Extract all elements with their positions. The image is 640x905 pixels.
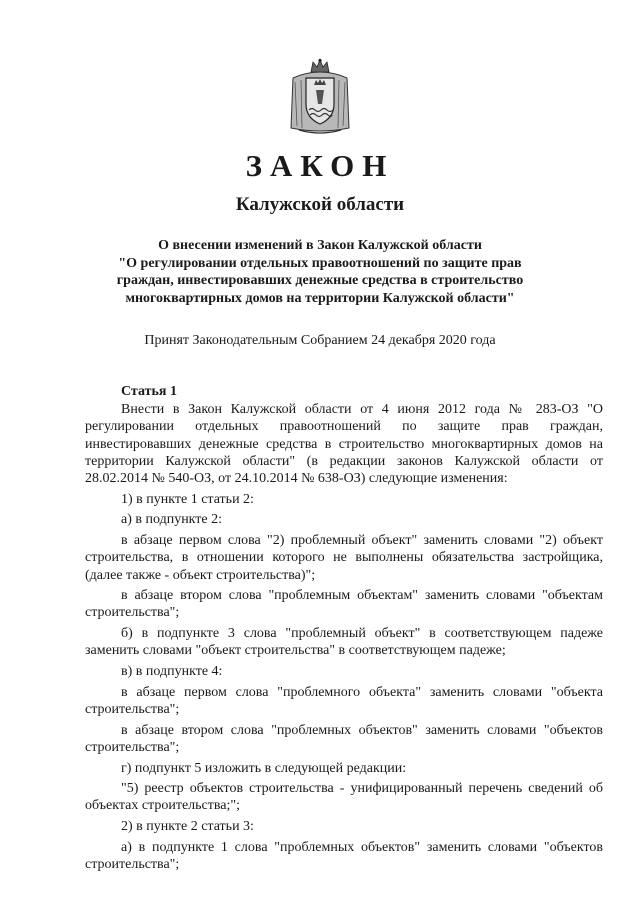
- paragraph: г) подпункт 5 изложить в следующей редакции:: [121, 760, 407, 776]
- paragraph: в абзаце первом слова "проблемного объекта" заменить словами "объекта строительства";: [85, 684, 603, 717]
- paragraph: в абзаце втором слова "проблемным объектам" заменить словами "объектам строительства";: [85, 588, 603, 621]
- paragraph: в абзаце втором слова "проблемных объектов" заменить словами "объектов строительства";: [85, 722, 603, 755]
- document-title: ЗАКОН: [245, 148, 395, 183]
- paragraph: б) в подпункте 3 слова "проблемный объект" в соответствующем падеже заменить словами "объект строительства" в соответствующем падеже;: [85, 626, 603, 659]
- law-name-line: "О регулировании отдельных правоотношений по защите прав: [118, 255, 522, 271]
- paragraph: 1) в пункте 1 статьи 2:: [121, 491, 254, 507]
- paragraph: а) в подпункте 2:: [121, 512, 223, 528]
- article-heading: Статья 1: [121, 384, 177, 399]
- paragraph: а) в подпункте 1 слова "проблемных объектов" заменить словами "объектов строительства";: [85, 839, 603, 873]
- document-subtitle: Калужской области: [235, 194, 405, 215]
- document-body: [85, 383, 603, 873]
- coat-of-arms-icon: [289, 58, 351, 136]
- law-name: [80, 237, 560, 307]
- paragraph: в абзаце первом слова "2) проблемный объект" заменить словами "2) объект строительства, в отношении которого не выполнены обязательства застройщика, (далее также - объект строительства)";: [85, 533, 603, 583]
- paragraph: 2) в пункте 2 статьи 3:: [121, 819, 254, 835]
- law-name-line: О внесении изменений в Закон Калужской области: [158, 238, 482, 253]
- paragraph: в) в подпункте 4:: [121, 664, 223, 680]
- paragraph: Внести в Закон Калужской области от 4 июня 2012 года № 283-ОЗ "О регулировании отдельных правоотношений по защите прав граждан, инвестировавших денежные средства в строительство многоквартирных домов на территории Калужской области" (в редакции законов Калужской области от 28.02.2014 № 540-ОЗ, от 24.10.2014 № 638-ОЗ) следующие изменения:: [85, 402, 603, 487]
- law-name-line: многоквартирных домов на территории Калужской области": [125, 290, 515, 306]
- paragraph: "5) реестр объектов строительства - унифицированный перечень сведений об объектах строительства;";: [85, 781, 603, 814]
- law-name-line: граждан, инвестировавших денежные средства в строительство: [116, 273, 524, 288]
- adoption-statement: Принят Законодательным Собранием 24 декабря 2020 года: [144, 333, 496, 348]
